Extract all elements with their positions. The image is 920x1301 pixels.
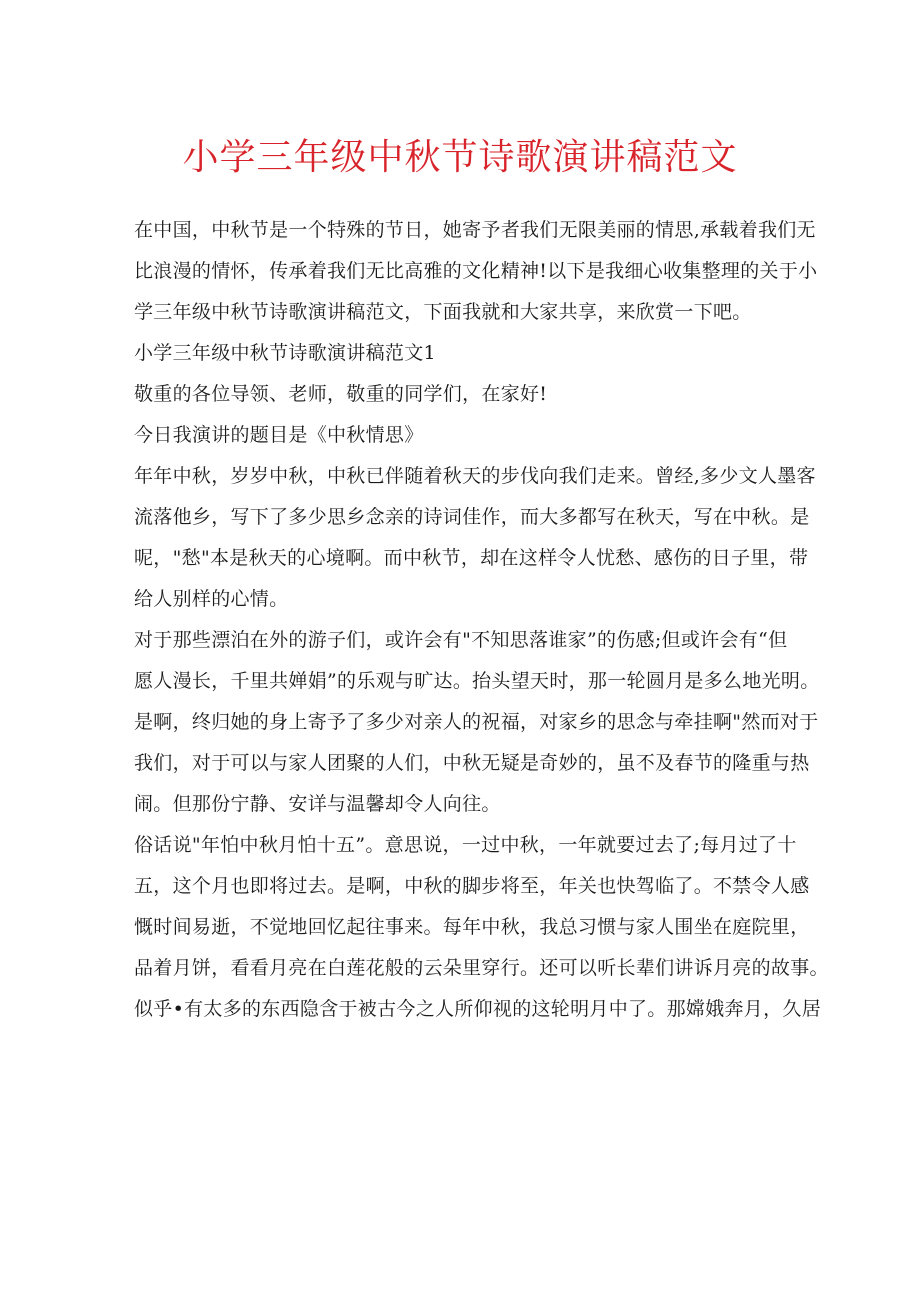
text-line: 比浪漫的情怀，传承着我们无比高雅的文化精神!以下是我细心收集整理的关于小	[134, 260, 818, 282]
paragraph-body-2	[134, 620, 820, 825]
text-line: 闹。但那份宁静、安详与温馨却令人向往。	[134, 793, 501, 815]
text-line: 慨时间易逝，不觉地回忆起往事来。每年中秋，我总习惯与家人围坐在庭院里，	[134, 916, 810, 938]
text-line: 似乎•有太多的东西隐含于被古今之人所仰视的这轮明月中了。那嫦娥奔月，久居	[134, 998, 822, 1020]
paragraph-topic	[134, 415, 794, 456]
text-line: 今日我演讲的题目是《中秋情思》	[134, 424, 424, 446]
text-line: 流落他乡，写下了多少思乡念亲的诗词佳作，而大多都写在秋天，写在中秋。是	[134, 506, 810, 528]
text-line: 是啊，终归她的身上寄予了多少对亲人的祝福，对家乡的思念与牵挂啊"然而对于	[134, 711, 819, 733]
text-line: 五，这个月也即将过去。是啊，中秋的脚步将至，年关也快驾临了。不禁令人感	[134, 875, 810, 897]
document-body	[134, 210, 829, 1030]
section-heading	[134, 333, 794, 374]
paragraph-body-3	[134, 825, 829, 1030]
text-line: 在中国，中秋节是一个特殊的节日，她寄予者我们无限美丽的情思,承载着我们无	[134, 219, 816, 241]
text-line: 呢，"愁"本是秋天的心境啊。而中秋节，却在这样令人忧愁、感伤的日子里，带	[134, 547, 809, 569]
text-line: 年年中秋，岁岁中秋，中秋已伴随着秋天的步伐向我们走来。曾经,多少文人墨客	[134, 465, 816, 487]
text-line: 我们，对于可以与家人团聚的人们，中秋无疑是奇妙的，虽不及春节的隆重与热	[134, 752, 810, 774]
text-line: 愿人漫长，千里共婵娟”的乐观与旷达。抬头望天时，那一轮圆月是多么地光明。	[134, 670, 820, 692]
text-line: 品着月饼，看看月亮在白莲花般的云朵里穿行。还可以听长辈们讲诉月亮的故事。	[134, 957, 829, 979]
paragraph-greeting	[134, 374, 794, 415]
text-line: 给人别样的心情。	[134, 588, 289, 610]
paragraph-intro	[134, 210, 818, 333]
text-line: 学三年级中秋节诗歌演讲稿范文，下面我就和大家共享，来欣赏一下吧。	[134, 301, 752, 323]
text-line: 俗话说"年怕中秋月怕十五”。意思说，一过中秋，一年就要过去了;每月过了十	[134, 834, 797, 856]
text-line: 敬重的各位导领、老师，敬重的同学们，在家好!	[134, 383, 548, 405]
text-line: 对于那些漂泊在外的游子们，或许会有"不知思落谁家”的伤感;但或许会有“但	[134, 629, 788, 651]
text-line: 小学三年级中秋节诗歌演讲稿范文1	[134, 342, 436, 364]
document-title: 小学三年级中秋节诗歌演讲稿范文	[182, 137, 738, 178]
paragraph-body-1	[134, 456, 816, 620]
